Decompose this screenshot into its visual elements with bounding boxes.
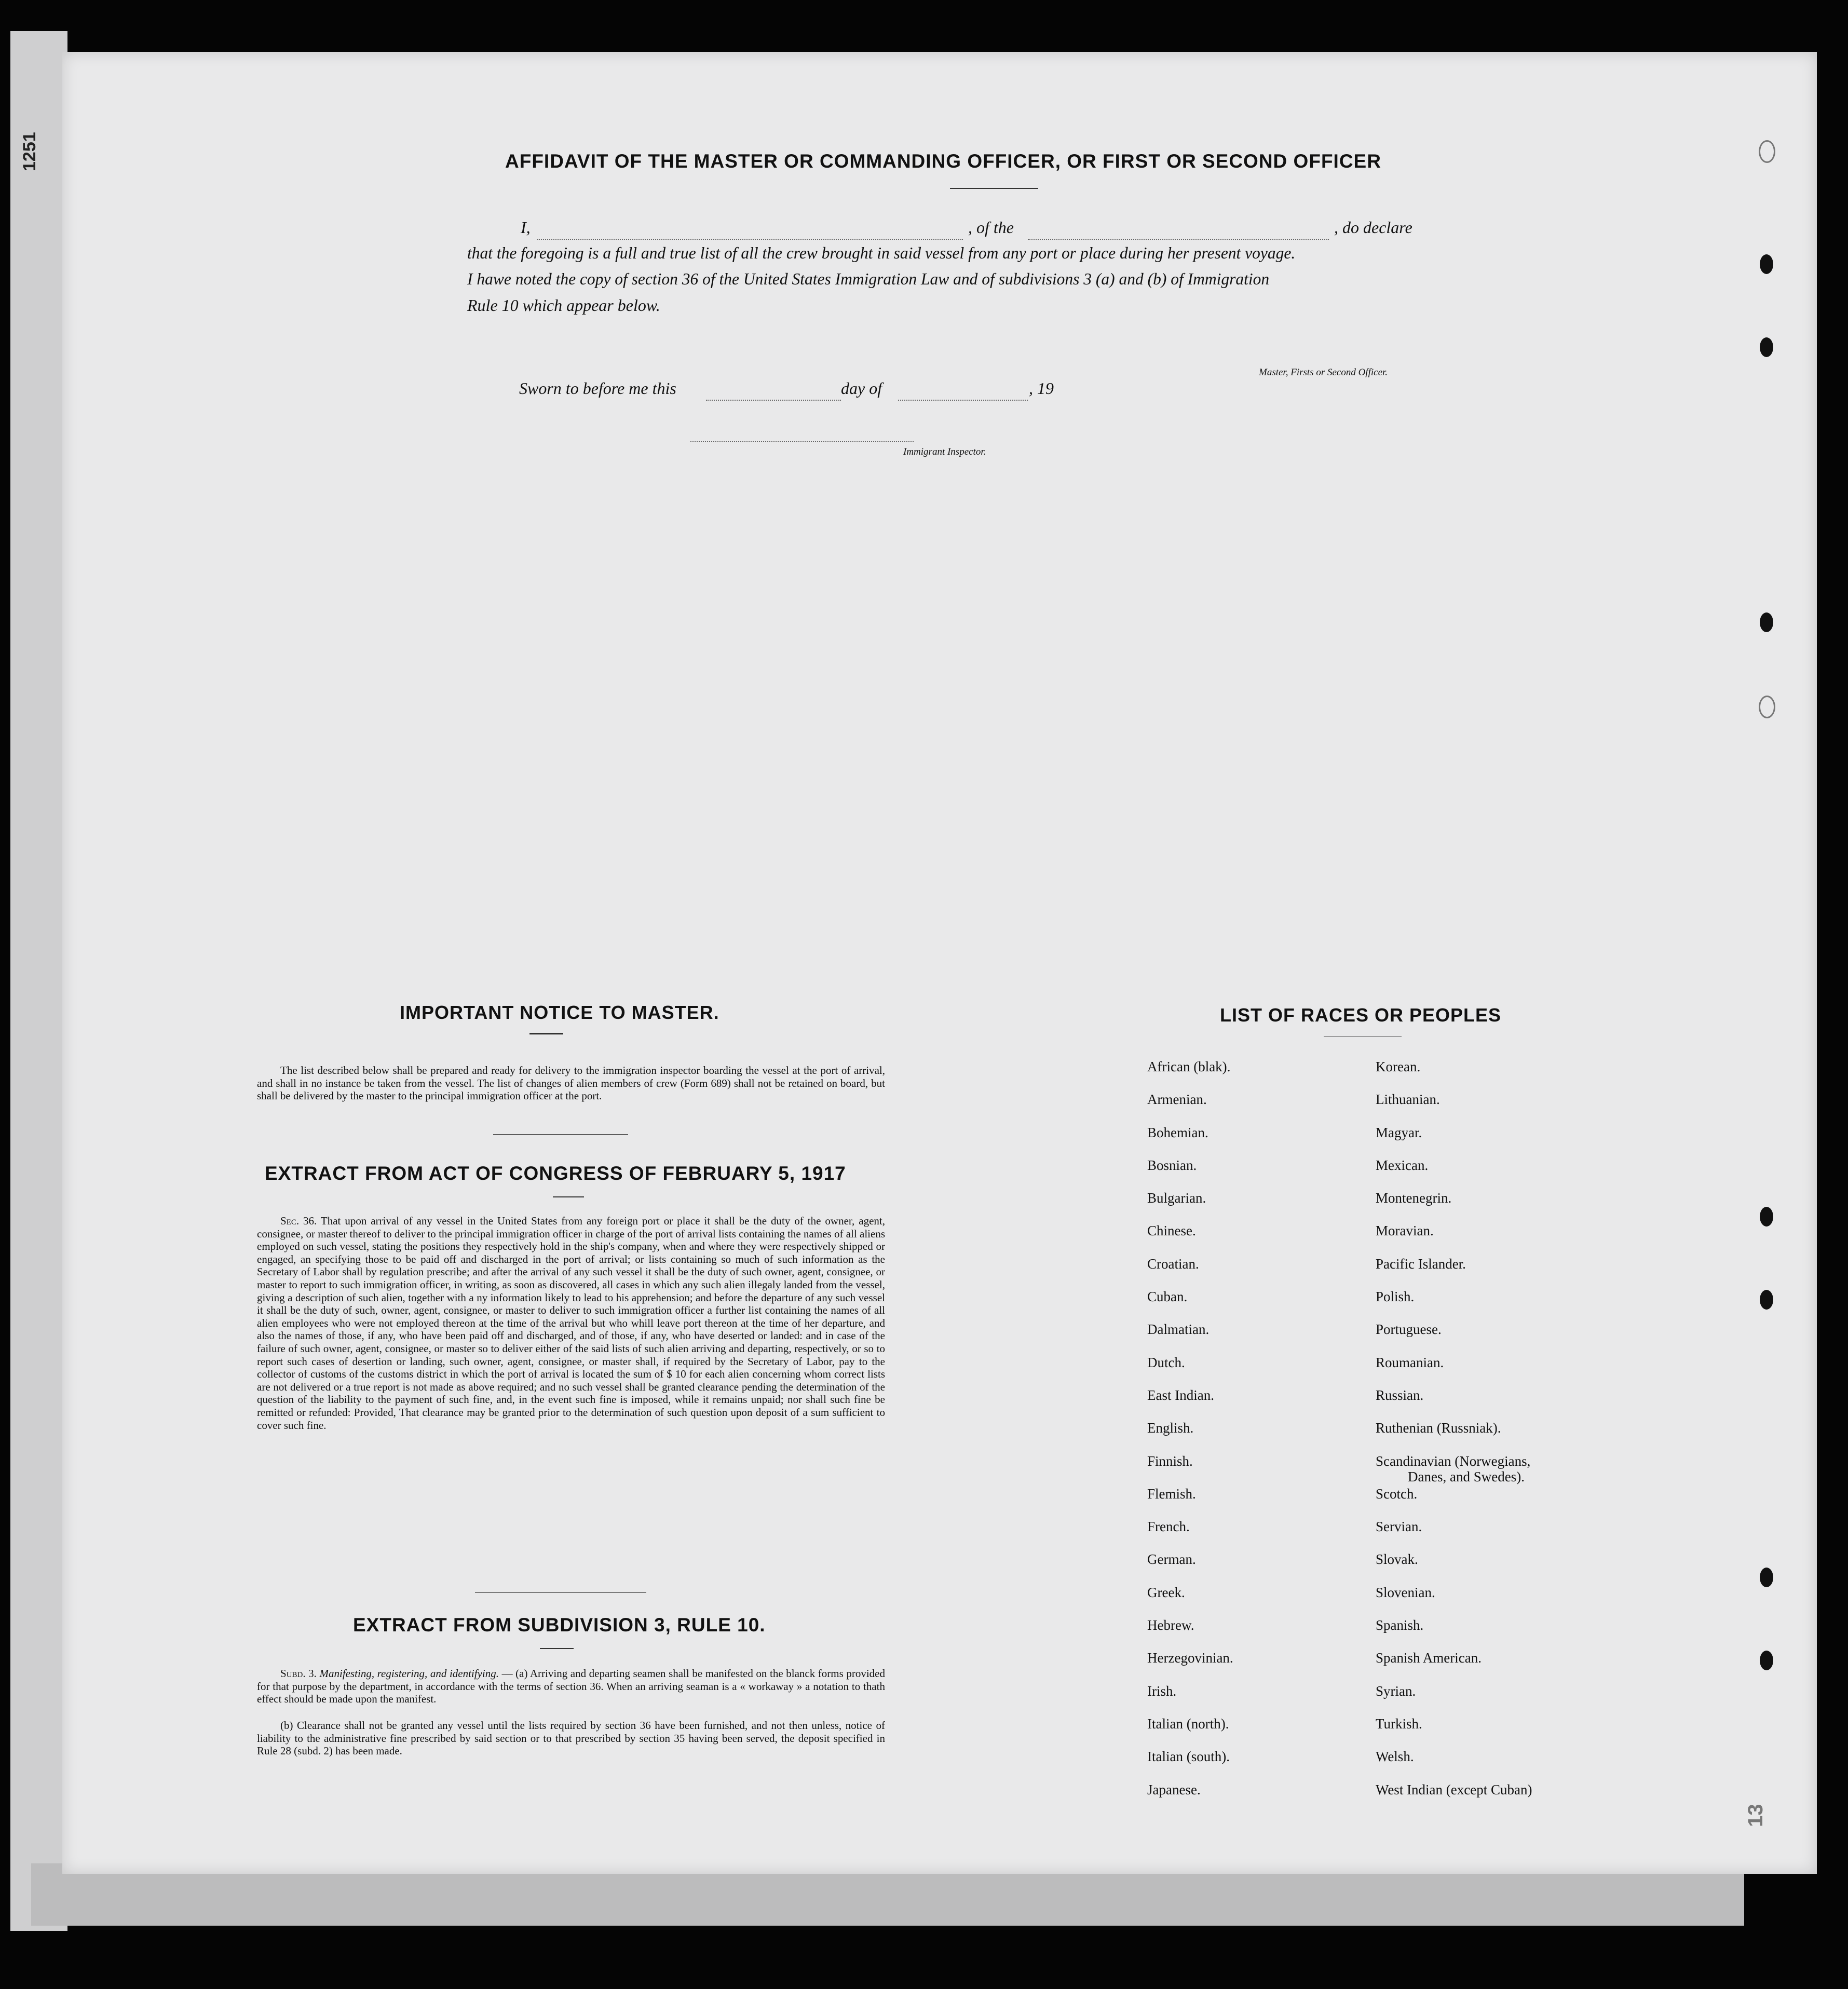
rule-subd-heading: Manifesting, registering, and identifying. [319, 1667, 499, 1680]
divider [475, 1592, 646, 1593]
binder-hole [1760, 337, 1773, 357]
sworn-prefix: Sworn to before me this [519, 379, 676, 398]
races-title: LIST OF RACES OR PEOPLES [1220, 1004, 1502, 1026]
race-item: Roumanian. [1376, 1354, 1444, 1370]
affidavit-of-the: , of the [968, 218, 1014, 237]
races-left-column [1147, 1059, 1233, 1815]
binder-hole [1759, 140, 1775, 163]
race-item: Montenegrin. [1376, 1190, 1452, 1206]
binder-hole [1760, 1568, 1773, 1587]
binder-hole [1760, 1651, 1773, 1670]
race-item: Servian. [1376, 1519, 1422, 1535]
race-item: Turkish. [1376, 1715, 1422, 1732]
sworn-year: , 19 [1029, 379, 1054, 398]
race-item: Spanish. [1376, 1617, 1424, 1633]
binder-hole [1760, 1207, 1773, 1227]
race-item: French. [1147, 1519, 1190, 1535]
race-item: Bosnian. [1147, 1157, 1197, 1173]
race-item: Portuguese. [1376, 1322, 1442, 1338]
divider [529, 1033, 563, 1034]
race-item: Pacific Islander. [1376, 1256, 1466, 1272]
race-item: Ruthenian (Russniak). [1376, 1420, 1501, 1436]
day-blank [706, 400, 841, 401]
race-item: Dutch. [1147, 1354, 1185, 1370]
race-item: Bohemian. [1147, 1124, 1208, 1140]
race-item-scandinavian [1376, 1453, 1532, 1486]
rule-para-b: (b) Clearance shall not be granted any vessel until the lists required by section 36 have been furnished, and not then unless, notice of liability to the administrative fine prescribed by said section or to that prescribed by section 35 having been served, the deposit specified in Rule 28 (subd. 2) has been made. [257, 1719, 885, 1758]
race-item: East Indian. [1147, 1387, 1214, 1403]
signature-label: Master, Firsts or Second Officer. [1259, 367, 1388, 378]
inspector-label: Immigrant Inspector. [903, 446, 986, 457]
notice-title: IMPORTANT NOTICE TO MASTER. [400, 1002, 719, 1023]
race-item: Japanese. [1147, 1781, 1201, 1797]
race-item: Russian. [1376, 1387, 1424, 1403]
race-item: German. [1147, 1551, 1196, 1568]
divider [553, 1196, 584, 1197]
name-blank [537, 239, 963, 240]
race-item: Spanish American. [1376, 1650, 1482, 1666]
affidavit-line-3: I hawe noted the copy of section 36 of the United States Immigration Law and of subdivisions 3 (a) and (b) of Immigration [467, 270, 1270, 288]
race-item: Scandinavian (Norwegians, [1376, 1453, 1531, 1469]
race-item: Hebrew. [1147, 1617, 1194, 1633]
act-section-label: Sec. 36. [280, 1215, 317, 1227]
race-item: Flemish. [1147, 1486, 1196, 1502]
binder-hole [1760, 612, 1773, 632]
affidavit-title: AFFIDAVIT OF THE MASTER OR COMMANDING OFFICER, OR FIRST OR SECOND OFFICER [505, 151, 1381, 172]
act-text [257, 1215, 885, 1432]
race-item: African (blak). [1147, 1059, 1231, 1074]
affidavit-line-4: Rule 10 which appear below. [467, 296, 660, 315]
binding-strip [10, 31, 67, 1931]
race-item: Dalmatian. [1147, 1322, 1210, 1338]
divider [950, 188, 1038, 189]
race-item: Irish. [1147, 1683, 1177, 1699]
race-item: Korean. [1376, 1059, 1421, 1074]
race-item: Italian (south). [1147, 1749, 1230, 1765]
race-item: Scotch. [1376, 1486, 1418, 1502]
race-item: Italian (north). [1147, 1715, 1229, 1732]
divider [540, 1648, 574, 1649]
notice-text: The list described below shall be prepared and ready for delivery to the immigration inspector boarding the vessel at the port of arrival, and shall in no instance be taken from the vessel. The list of changes of alien members of crew (Form 689) shall not be retained on board, but shall be delivered by the master to the principal immigration officer at the port. [257, 1064, 885, 1102]
month-blank [898, 400, 1028, 401]
page-number: 13 [1744, 1804, 1767, 1827]
affidavit-i: I, [521, 218, 531, 237]
race-item: Welsh. [1376, 1749, 1414, 1765]
inspector-blank [690, 441, 914, 442]
race-item: Moravian. [1376, 1223, 1434, 1239]
race-item: Magyar. [1376, 1124, 1422, 1140]
binder-hole [1760, 254, 1773, 274]
race-item: Polish. [1376, 1289, 1415, 1305]
race-item: Slovenian. [1376, 1584, 1435, 1600]
race-item-continued: Danes, and Swedes). [1408, 1468, 1525, 1484]
affidavit-do-declare: , do declare [1334, 218, 1412, 237]
act-body: That upon arrival of any vessel in the United States from any foreign port or place it shall be the duty of the owner, agent, consignee, or master thereof to deliver to the principal immigration officer in charge of the port of arrival lists containing the names of all aliens employed on such vessel, stating the positions they respectively hold in the ship's company, when and where they were respectively shipped or engaged, an specifying those to be paid off and discharged in the port of arrival; or lists containing so much of such information as the Secretary of Labor shall by regulation prescribe; and after the arrival of any such vessel it shall be the duty of such owner, agent, consignee, or master to report to such immigration officer, in writing, as soon as discovered, all cases in which any such alien illegaly landed from the vessel, giving a description of such alien, together with a ny information likely to lead to his apprehension; and before the departure of any such vessel it shall be the duty of such, owner, agent, consignee, or master to deliver to such immigration officer a further list containing the names of all alien employees who were not employed thereon at the time of the arrival but who whill leave port thereon at the time of her departure, and also the names of those, if any, who have been paid off and discharged, and of those, if any, who have deserted or landed: and in case of the failure of such owner, agent, consignee, or master so to deliver either of the said lists of such alien arriving and departing, respectively, or so to report such cases of desertion or landing, such owner, agent, consignee, or master shall, if required by the Secretary of Labor, pay to the collector of customs of the customs district in which the port of arrival is located the sum of $ 10 for each alien concerning whom correct lists are not delivered or a true report is not made as above required; and no such vessel shall be granted clearance pending the determination of the question of the liability to the payment of such fine, and, in the event such fine is imposed, while it remains unpaid; nor shall such fine be remitted or refunded: Provided, That clearance may be granted prior to the determination of such question upon deposit of a sum sufficient to cover such fine. [257, 1215, 885, 1432]
race-item: Greek. [1147, 1584, 1185, 1600]
rule-title: EXTRACT FROM SUBDIVISION 3, RULE 10. [353, 1614, 766, 1636]
race-item: Finnish. [1147, 1453, 1193, 1469]
binder-hole [1759, 696, 1775, 718]
sworn-day-of: day of [841, 379, 882, 398]
race-item: Herzegovinian. [1147, 1650, 1233, 1666]
race-item: Armenian. [1147, 1092, 1207, 1108]
rule-subd-label: Subd. 3. [280, 1667, 317, 1680]
divider [493, 1134, 628, 1135]
race-item: Cuban. [1147, 1289, 1188, 1305]
race-item: Bulgarian. [1147, 1190, 1206, 1206]
rule-para-a-text: — (a) Arriving and departing seamen shall be manifested on the blanck forms provided for that purpose by the department, in accordance with the terms of section 36. When an arriving seaman is a « workaway » a notation to thath effect should be made upon the manifest. [257, 1667, 886, 1706]
race-item: Croatian. [1147, 1256, 1199, 1272]
rule-para-a [257, 1667, 885, 1706]
binder-hole [1760, 1290, 1773, 1310]
race-item: Mexican. [1376, 1157, 1429, 1173]
margin-stamp-number: 1251 [20, 132, 39, 171]
race-item: Lithuanian. [1376, 1092, 1440, 1108]
race-item: West Indian (except Cuban) [1376, 1781, 1532, 1797]
manifest-page [62, 52, 1817, 1874]
race-item: Chinese. [1147, 1223, 1196, 1239]
race-item: Slovak. [1376, 1551, 1418, 1568]
affidavit-line-2: that the foregoing is a full and true list of all the crew brought in said vessel from any port or place during her present voyage. [467, 244, 1296, 262]
race-item: English. [1147, 1420, 1194, 1436]
act-title: EXTRACT FROM ACT OF CONGRESS OF FEBRUARY 5, 1917 [265, 1163, 846, 1184]
race-item: Syrian. [1376, 1683, 1416, 1699]
races-right-column [1376, 1059, 1532, 1815]
vessel-blank [1028, 239, 1329, 240]
